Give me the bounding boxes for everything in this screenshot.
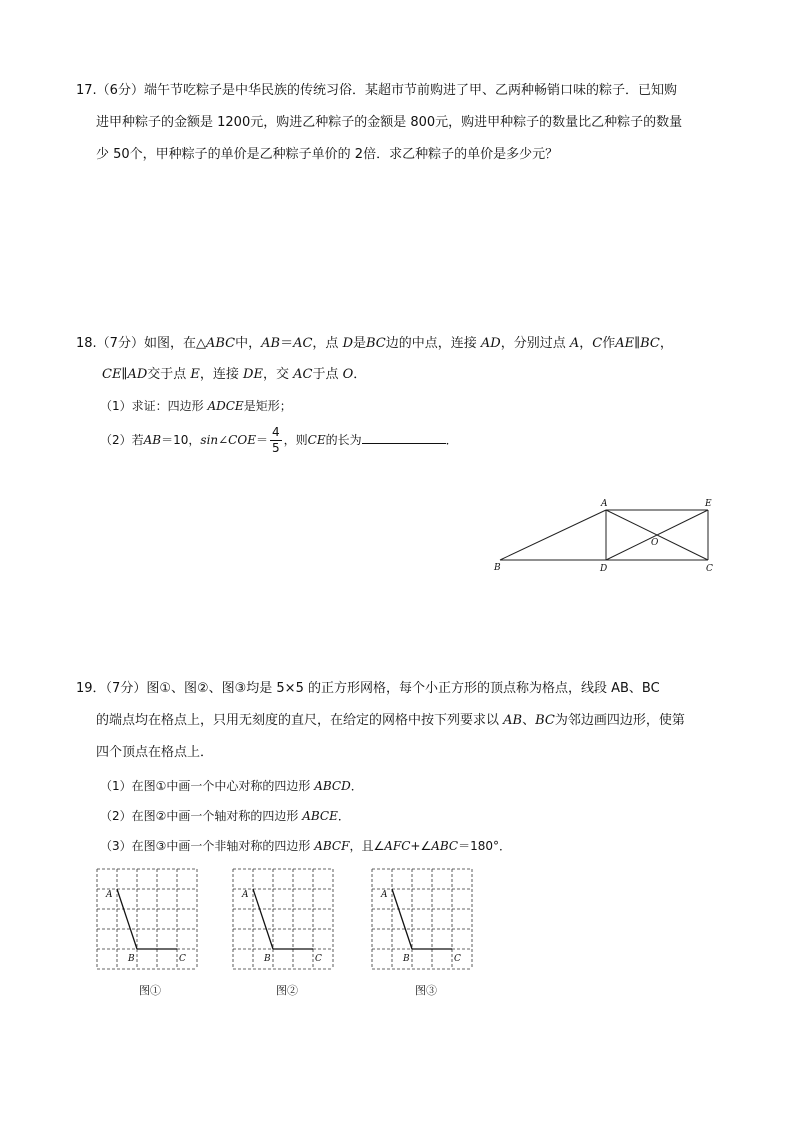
q18-part2: （2）若AB＝10，sin∠COE＝ $\frac{4}{5}$ ，则CE的长为 ． bbox=[100, 425, 458, 455]
q19-line1: 19．（7分）图①、图②、图③均是 5×5 的正方形网格，每个小正方形的顶点称为格点，线段 AB、BC bbox=[76, 681, 660, 696]
caption-figure-3: 图③ bbox=[415, 984, 437, 997]
label-B: B bbox=[128, 954, 135, 964]
segment-AB bbox=[392, 889, 412, 949]
grid-figure-3 bbox=[369, 866, 475, 972]
caption-figure-2: 图② bbox=[276, 984, 298, 997]
label-A: A bbox=[601, 499, 608, 509]
label-B: B bbox=[264, 954, 271, 964]
label-A: A bbox=[106, 890, 113, 900]
q19-line3: 四个顶点在格点上． bbox=[96, 745, 214, 760]
label-C: C bbox=[454, 954, 461, 964]
label-C: C bbox=[315, 954, 322, 964]
label-A: A bbox=[381, 890, 388, 900]
segment-AB bbox=[500, 510, 606, 560]
label-O: O bbox=[651, 538, 659, 548]
label-E: E bbox=[705, 499, 712, 509]
q18-figure bbox=[490, 494, 726, 578]
q17-line3: 少 50个，甲种粽子的单价是乙种粽子单价的 2倍．求乙种粽子的单价是多少元？ bbox=[96, 147, 559, 162]
q19-part1: （1）在图①中画一个中心对称的四边形 ABCD． bbox=[100, 779, 363, 793]
answer-blank bbox=[362, 431, 446, 444]
grid-figure-2 bbox=[230, 866, 336, 972]
q19-line2: 的端点均在格点上，只用无刻度的直尺，在给定的网格中按下列要求以 AB、BC为邻边画四边形，使第 bbox=[96, 713, 685, 728]
q18-line2: CE∥AD交于点 E，连接 DE，交 AC于点 O． bbox=[102, 367, 367, 382]
label-B: B bbox=[494, 563, 501, 573]
q19-part3: （3）在图③中画一个非轴对称的四边形 ABCF，且∠AFC+∠ABC＝180°． bbox=[100, 839, 511, 853]
segment-AB bbox=[253, 889, 273, 949]
q18-line1: 18.（7分）如图，在△ABC中，AB＝AC，点 D是BC边的中点，连接 AD，分别过点 A，C作AE∥BC， bbox=[76, 336, 673, 351]
q19-part2: （2）在图②中画一个轴对称的四边形 ABCE． bbox=[100, 809, 350, 823]
segment-AB bbox=[117, 889, 137, 949]
label-C: C bbox=[179, 954, 186, 964]
fraction-4-5: $\frac{4}{5}$ bbox=[271, 425, 280, 455]
grid-figure-1 bbox=[94, 866, 200, 972]
label-B: B bbox=[403, 954, 410, 964]
q17-line2: 进甲种粽子的金额是 1200元，购进乙种粽子的金额是 800元，购进甲种粽子的数量比乙种粽子的数量 bbox=[96, 115, 683, 130]
q18-part1: （1）求证：四边形 ADCE是矩形； bbox=[100, 399, 292, 413]
caption-figure-1: 图① bbox=[139, 984, 161, 997]
label-A: A bbox=[242, 890, 249, 900]
q17-line1: 17.（6分）端午节吃粽子是中华民族的传统习俗．某超市节前购进了甲、乙两种畅销口味的粽子．已知购 bbox=[76, 83, 677, 98]
label-C: C bbox=[706, 564, 713, 574]
label-D: D bbox=[600, 564, 608, 574]
